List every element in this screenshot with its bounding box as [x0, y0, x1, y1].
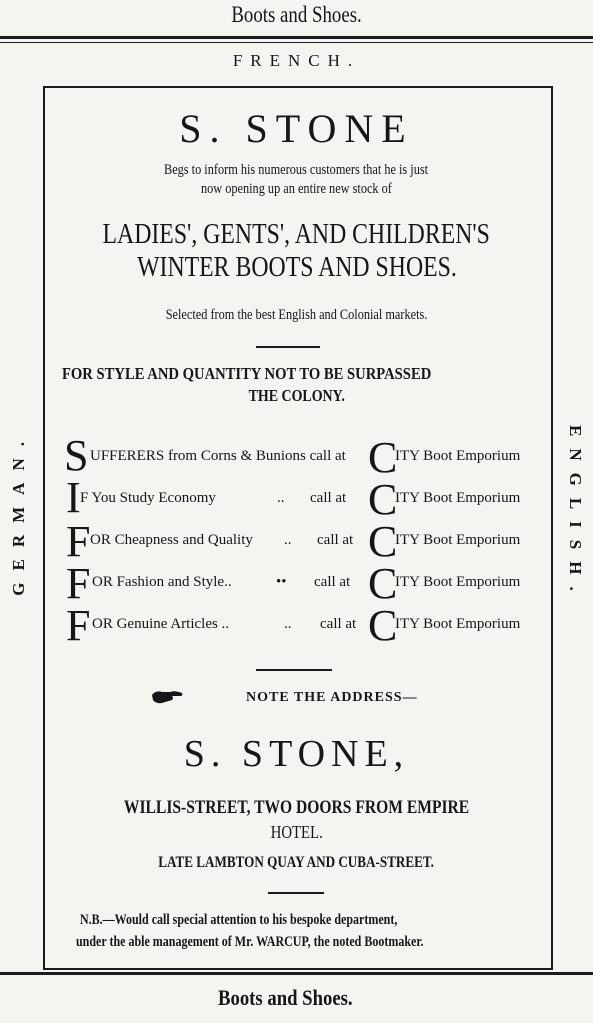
- row-text: OR Genuine Articles ..: [92, 616, 230, 632]
- emporium-row: [62, 601, 542, 650]
- row-call: call at: [317, 532, 354, 548]
- style-line-1: FOR STYLE AND QUANTITY NOT TO BE SURPASSED: [62, 364, 432, 383]
- headline-line-2: WINTER BOOTS AND SHOES.: [136, 251, 457, 283]
- style-line-2: THE COLONY.: [248, 386, 345, 405]
- row-end-initial: C: [368, 475, 398, 524]
- row-text: OR Fashion and Style..: [92, 574, 232, 590]
- row-initial: I: [66, 473, 81, 522]
- row-end-text: ITY Boot Emporium: [395, 448, 521, 464]
- row-call: call at: [320, 616, 357, 632]
- bottom-rule: [0, 972, 593, 975]
- row-end-initial: C: [368, 433, 398, 482]
- divider-2: [256, 669, 332, 671]
- row-initial: S: [64, 431, 89, 480]
- row-end-initial: C: [368, 517, 398, 566]
- emporium-row: [62, 431, 542, 482]
- intro-line-2: now opening up an entire new stock of: [201, 181, 392, 197]
- emporium-row: [62, 517, 542, 566]
- row-initial: F: [66, 517, 91, 566]
- note-address: NOTE THE ADDRESS—: [246, 690, 418, 705]
- merchant-name-2: S. STONE,: [183, 733, 410, 775]
- row-dots: ..: [284, 532, 292, 548]
- row-initial: F: [66, 559, 91, 608]
- section-title: Boots and Shoes.: [231, 2, 362, 27]
- row-end-text: ITY Boot Emporium: [395, 574, 521, 590]
- top-rule: [0, 36, 593, 39]
- row-end-initial: C: [368, 559, 398, 608]
- selected-line: Selected from the best English and Colonial markets.: [165, 307, 428, 323]
- divider-1: [256, 346, 320, 348]
- row-end-text: ITY Boot Emporium: [395, 616, 521, 632]
- row-text: OR Cheapness and Quality: [90, 532, 253, 548]
- merchant-name: S. STONE: [179, 106, 414, 151]
- divider-3: [268, 892, 324, 894]
- top-rule-thin: [0, 42, 593, 43]
- row-end-text: ITY Boot Emporium: [395, 490, 521, 506]
- row-text: F You Study Economy: [80, 490, 216, 506]
- intro-line-1: Begs to inform his numerous customers that he is just: [164, 162, 429, 178]
- footer-section-title: Boots and Shoes.: [218, 985, 353, 1010]
- row-text: UFFERERS from Corns & Bunions call at: [90, 448, 346, 464]
- emporium-row: [62, 473, 542, 524]
- street-address: WILLIS-STREET, TWO DOORS FROM EMPIRE: [123, 797, 470, 818]
- pointing-hand-icon: [150, 688, 184, 706]
- row-end-initial: C: [368, 601, 398, 650]
- emporium-row: [62, 559, 542, 608]
- row-call: call at: [310, 490, 347, 506]
- row-dots: ••: [276, 574, 287, 590]
- row-dots: ..: [284, 616, 292, 632]
- row-initial: F: [66, 601, 91, 650]
- german-label: GERMAN.: [9, 430, 28, 596]
- hotel-line: HOTEL.: [270, 822, 323, 842]
- nb-line-1: N.B.—Would call special attention to his bespoke department,: [80, 912, 398, 928]
- english-label: ENGLISH.: [566, 425, 585, 603]
- nb-line-2: under the able management of Mr. WARCUP, the noted Bootmaker.: [76, 934, 424, 950]
- row-end-text: ITY Boot Emporium: [395, 532, 521, 548]
- late-address: LATE LAMBTON QUAY AND CUBA-STREET.: [158, 854, 435, 871]
- french-label: FRENCH.: [232, 51, 361, 70]
- row-call: call at: [314, 574, 351, 590]
- headline-line-1: LADIES', GENTS', AND CHILDREN'S: [102, 218, 491, 250]
- row-dots: ..: [277, 490, 285, 506]
